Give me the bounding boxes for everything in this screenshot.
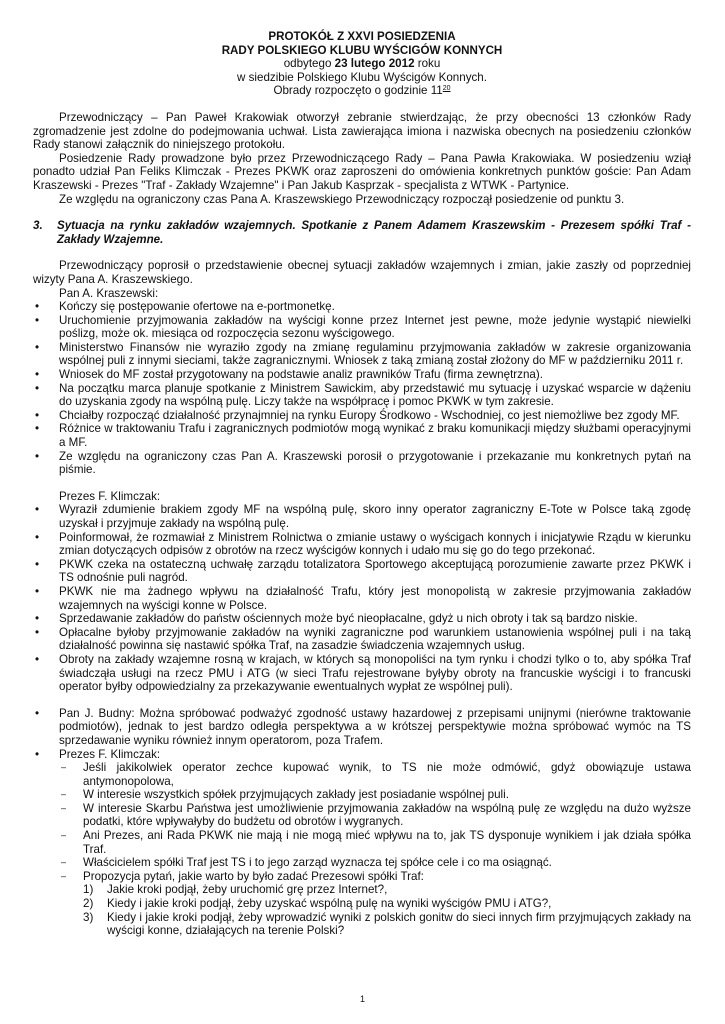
start-time-minutes: 20 <box>442 85 451 93</box>
section-heading <box>33 219 691 246</box>
intro-paragraph-3: Ze względu na ograniczony czas Pana A. Kraszewskiego Przewodniczący rozpoczął posiedzenie od punktu 3. <box>59 192 625 206</box>
klimczak-points <box>33 503 691 693</box>
date-suffix: roku <box>414 57 441 71</box>
section-number: 3. <box>33 219 43 233</box>
document-header <box>33 30 691 98</box>
list-item: • Obroty na zakłady wzajemne rosną w krajach, w których są monopoliści na tym rynku i chodzi tylko o to, aby spółka Traf świadcząła usługi na rzecz PMU i ATG (w sieci Trafu rejestrowane byłyby obroty na francuskie wyścigi i to francuski operator byłby odpowiedzialny za przekazywanie ewentualnych wypłat ze wspólnej puli). <box>33 653 691 694</box>
klimczak-subpoints <box>33 761 691 883</box>
intro-paragraph-2: Posiedzenie Rady prowadzone było przez Przewodniczącego Rady – Pana Pawła Krakowiaka. W posiedzeniu wziął ponadto udział Pan Feliks Klimczak - Prezes PKWK oraz zaproszeni do omówienia konkretnych punktów goście: Pan Adam Kraszewski - Prezes "Traf - Zakłady Wzajemne" i Pan Jakub Kasprzak - specjalista z WTWK - Partynice. <box>33 151 691 192</box>
question-number: 1) <box>83 883 94 897</box>
list-item <box>33 883 691 897</box>
list-item: – W interesie wszystkich spółek przyjmujących zakłady jest posiadanie wspólnej puli. <box>33 788 691 802</box>
list-item: • Opłacalne byłoby przyjmowanie zakładów na wyniki zagraniczne pod warunkiem ustanowienia wspólnej puli i na taką działalność powinna się nastawić spółka Traf, na zasadzie świadczenia wzajemnych usług. <box>33 626 691 653</box>
list-item: • PKWK czeka na ostateczną uchwałę zarządu totalizatora Sportowego akceptującą porozumienie zawarte przez PKWK i TS odnośnie puli nagród. <box>33 558 691 585</box>
page-number: 1 <box>359 994 365 1004</box>
meeting-date-line <box>33 57 691 71</box>
meeting-location: w siedzibie Polskiego Klubu Wyścigów Konnych. <box>237 70 487 84</box>
list-item <box>33 897 691 911</box>
protocol-title: PROTOKÓŁ Z XXVI POSIEDZENIA <box>268 30 456 43</box>
question-number: 2) <box>83 897 94 911</box>
list-item: • Wyraził zdumienie brakiem zgody MF na wspólną pulę, skoro inny operator zagraniczny E-Tote w Polsce taką zgodę uzyskał i przyjmuje zakłady na wspólną pulę. <box>33 503 691 530</box>
list-item: • Sprzedawanie zakładów do państw ościennych może być nieopłacalne, gdyż u nich obroty i tak są bardzo niskie. <box>33 612 691 626</box>
list-item: – Ani Prezes, ani Rada PKWK nie mają i nie mogą mieć wpływu na to, jak TS dysponuje wynikiem i jak działa spółka Traf. <box>33 829 691 856</box>
list-item: – Propozycja pytań, jakie warto by było zadać Prezesowi spółki Traf: <box>33 870 691 884</box>
start-time-text: Obrady rozpoczęto o godzinie 11 <box>273 84 443 98</box>
list-item: • Prezes F. Klimczak: <box>33 748 691 762</box>
section-title: Sytuacja na rynku zakładów wzajemnych. Spotkanie z Panem Adamem Kraszewskim - Prezesem spółki Traf - Zakłady Wzajemne. <box>57 219 691 246</box>
speaker-klimczak: Prezes F. Klimczak: <box>59 489 161 503</box>
document-page <box>33 30 691 938</box>
list-item: – W interesie Skarbu Państwa jest umożliwienie przyjmowania zakładów na wspólną pulę ze względu na dużo wyższe podatki, które wpływałyby do budżetu od obrotów i wygranych. <box>33 802 691 829</box>
list-item: • Pan J. Budny: Można spróbować podważyć zgodność ustawy hazardowej z przepisami unijnymi (nierówne traktowanie podmiotów), jednak to jest bardzo odległa perspektywa a w krótszej perspektywie można spróbować wymóc na TS sprzedawanie wyniku również innym operatorom, poza Trafem. <box>33 707 691 748</box>
discussion-points <box>33 707 691 761</box>
question-text: Kiedy i jakie kroki podjął, żeby uzyskać wspólną pulę na wyniki wyścigów PMU i ATG?, <box>107 897 552 911</box>
section-intro: Przewodniczący poprosił o przedstawienie obecnej sytuacji zakładów wzajemnych i zmian, jakie zaszły od poprzedniej wizyty Pana A. Kraszewskiego. <box>33 259 691 286</box>
list-item: • Wniosek do MF został przygotowany na podstawie analiz prawników Trafu (firma zewnętrzna). <box>33 368 691 382</box>
list-item: • Różnice w traktowaniu Trafu i zagranicznych podmiotów mogą wynikać z braku komunikacji między służbami operacyjnymi a MF. <box>33 422 691 449</box>
list-item: • Ze względu na ograniczony czas Pan A. Kraszewski porosił o przygotowanie i przekazanie mu konkretnych pytań na piśmie. <box>33 450 691 477</box>
date-prefix: odbytego <box>283 57 335 71</box>
list-item: – Jeśli jakikolwiek operator zechce kupować wynik, to TS nie może odmówić, gdyż obowiązuje ustawa antymonopolowa, <box>33 761 691 788</box>
questions-list <box>33 883 691 937</box>
list-item: • PKWK nie ma żadnego wpływu na działalność Trafu, który jest monopolistą w zakresie przyjmowania zakładów wzajemnych na wyścigi konne w Polsce. <box>33 585 691 612</box>
council-name: RADY POLSKIEGO KLUBU WYŚCIGÓW KONNYCH <box>221 43 503 57</box>
list-item: – Właścicielem spółki Traf jest TS i to jego zarząd wyznacza tej spółce cele i co ma osiągnąć. <box>33 856 691 870</box>
start-time-line <box>33 84 691 98</box>
list-item <box>33 911 691 938</box>
list-item: • Ministerstwo Finansów nie wyraziło zgody na zmianę regulaminu przyjmowania zakładów w zakresie organizowania wspólnej puli z innymi sieciami, także zagranicznymi. Wniosek z taką zmianą został złożony do MF w październiku 2011 r. <box>33 341 691 368</box>
question-text: Jakie kroki podjął, żeby uruchomić grę przez Internet?, <box>107 883 388 897</box>
question-number: 3) <box>83 910 94 924</box>
meeting-date: 23 lutego 2012 <box>334 57 415 71</box>
kraszewski-points <box>33 300 691 477</box>
list-item: • Kończy się postępowanie ofertowe na e-portmonetkę. <box>33 300 691 314</box>
question-text: Kiedy i jakie kroki podjął, żeby wprowadzić wyniki z polskich gonitw do sieci innych firm przyjmujących zakłady na wyścigi konne, działających na terenie Polski? <box>107 910 691 938</box>
list-item: • Poinformował, że rozmawiał z Ministrem Rolnictwa o zmianie ustawy o wyścigach konnych i inicjatywie Rządu w kierunku zmian dotyczących odpisów z obrotów na rzecz wyścigów konnych i udało mu się go do tego przekonać. <box>33 531 691 558</box>
list-item: • Uruchomienie przyjmowania zakładów na wyścigi konne przez Internet jest pewne, może jedynie wystąpić niewielki poślizg, może ok. miesiąca od rozpoczęcia sezonu wyścigowego. <box>33 314 691 341</box>
list-item: • Na początku marca planuje spotkanie z Ministrem Sawickim, aby przedstawić mu sytuację i uzyskać wsparcie w dążeniu do uzyskania zgody na wspólną pulę. Liczy także na współpracę i pomoc PKWK w tym zakresie. <box>33 382 691 409</box>
speaker-kraszewski: Pan A. Kraszewski: <box>59 286 159 300</box>
list-item: • Chciałby rozpocząć działalność przynajmniej na rynku Europy Środkowo - Wschodniej, co jest niemożliwe bez zgody MF. <box>33 409 691 423</box>
intro-paragraph-1: Przewodniczący – Pan Paweł Krakowiak otworzył zebranie stwierdzając, że przy obecności 13 członków Rady zgromadzenie jest zdolne do podejmowania uchwał. Lista zawierająca imiona i nazwiska obecnych na posiedzeniu członków Rady stanowi załącznik do niniejszego protokołu. <box>33 110 691 152</box>
